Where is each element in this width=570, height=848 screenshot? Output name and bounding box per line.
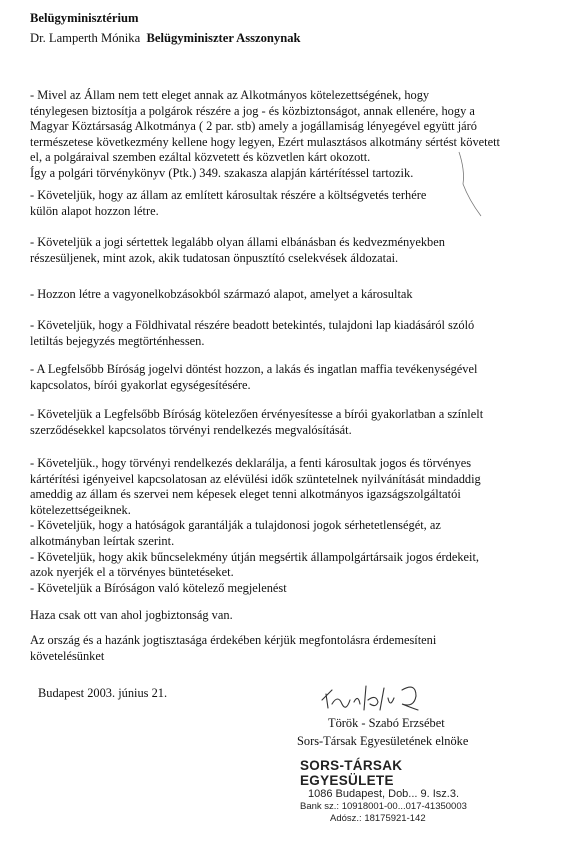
letter-date: Budapest 2003. június 21. [38,686,168,700]
paragraph-line: - Hozzon létre a vagyonelkobzásokból származó alapot, amelyet a károsultak [30,287,413,301]
paragraph-line: - Követeljük, hogy a Földhivatal részére beadott betekintés, tulajdoni lap kiadásáról szóló [30,318,475,332]
pen-mark [455,150,485,220]
stamp-title: SORS-TÁRSAK EGYESÜLETE [300,758,403,788]
recipient-line [30,30,301,46]
paragraph-line: Haza csak ott van ahol jogbiztonság van. [30,608,233,622]
paragraph-line: - Mivel az Állam nem tett eleget annak az Alkotmányos kötelezettségének, hogy [30,88,430,102]
paragraph-line: Az ország és a hazánk jogtisztasága érdekében kérjük megfontolásra érdemesíteni [30,633,437,647]
paragraph-line: részesüljenek, mint azok, akik tudatosan önpusztító cselekvések áldozatai. [30,250,399,265]
paragraph-line: - Követeljük, hogy akik bűncselekmény útján megsértik állampolgártársaik jogos érdekeit, [30,549,480,564]
paragraph-9 [30,608,542,624]
stamp-address: 1086 Budapest, Dob... 9. Isz.3. [308,788,460,800]
ministry-line [30,10,138,26]
paragraph-7 [30,407,542,438]
paragraph-line: kötelezettségeiknek. [30,502,131,517]
recipient-title: Belügyminiszter Asszonynak [146,31,301,45]
stamp-bank: Bank sz.: 10918001-00...017-41350003 [300,801,467,812]
paragraph-line: Így a polgári törvénykönyv (Ptk.) 349. szakasza alapján kártérítéssel tartozik. [30,165,414,180]
handwritten-signature [318,680,458,716]
paragraph-line: Magyar Köztársaság Alkotmánya ( 2 par. stb) amely a jogállamiság lényegével együtt járó [30,119,477,134]
paragraph-line: - Követeljük a Bíróságon való kötelező megjelenést [30,580,287,595]
paragraph-line: természetese következmény kellene hogy legyen, Ezért mulasztásos alkotmány sértést követett [30,134,500,149]
paragraph-line: - A Legfelsőbb Bíróság jogelvi döntést hozzon, a lakás és ingatlan maffia tevékenységével [30,362,478,376]
paragraph-line: - Követeljük, hogy a hatóságok garantálják a tulajdonosi jogok sérhetetlenségét, az [30,518,441,533]
paragraph-4 [30,287,542,303]
paragraph-line: ténylegesen biztosítja a polgárok részére a jog - és közbiztonságot, annak ellenére, hogy a [30,103,475,118]
paragraph-line: - Követeljük a jogi sértettek legalább olyan állami elbánásban és kedvezményekben [30,235,445,249]
signer-name: Török - Szabó Erzsébet [328,716,445,730]
paragraph-3 [30,235,542,266]
paragraph-line: követelésünket [30,648,105,663]
paragraph-line: - Követeljük a Legfelsőbb Bíróság kötelezően érvényesítesse a bírói gyakorlatban a színlelt [30,407,484,421]
organization-stamp [300,758,490,825]
paragraph-line: el, a polgáraival szemben ezáltal közvetett és közvetlen kárt okozott. [30,150,371,165]
stamp-tax-number: Adósz.: 18175921-142 [330,813,426,824]
ministry-name: Belügyminisztérium [30,11,139,25]
paragraph-line: - Követeljük., hogy törvényi rendelkezés deklarálja, a fenti károsultak jogos és törvényes [30,456,472,470]
paragraph-line: letiltás bejegyzés megtörténhessen. [30,333,205,348]
paragraph-line: - Követeljük, hogy az állam az említett károsultak részére a költségvetés terhére [30,188,427,202]
paragraph-line: azok nyerjék el a törvényes büntetéseket. [30,565,234,580]
paragraph-5 [30,318,542,349]
signer-role: Sors-Társak Egyesületének elnöke [297,734,469,748]
paragraph-line: külön alapot hozzon létre. [30,203,159,218]
paragraph-line: ameddig az állam és szervei nem képesek eleget tenni alkotmányos igazságszolgáltatói [30,487,461,502]
paragraph-6 [30,362,542,393]
paragraph-line: szerződésekkel kapcsolatos törvényi rendelkezés megvalósítását. [30,422,352,437]
paragraph-line: kártérítési igényeivel kapcsolatosan az elévülési idők szüntetelnek nyilvánítását mindaddig [30,471,481,486]
recipient-name: Dr. Lamperth Mónika [30,31,141,45]
paragraph-10 [30,633,542,664]
paragraph-8 [30,456,542,596]
paragraph-line: kapcsolatos, bírói gyakorlat egységesítésére. [30,377,251,392]
paragraph-line: alkotmányban leírtak szerint. [30,533,175,548]
